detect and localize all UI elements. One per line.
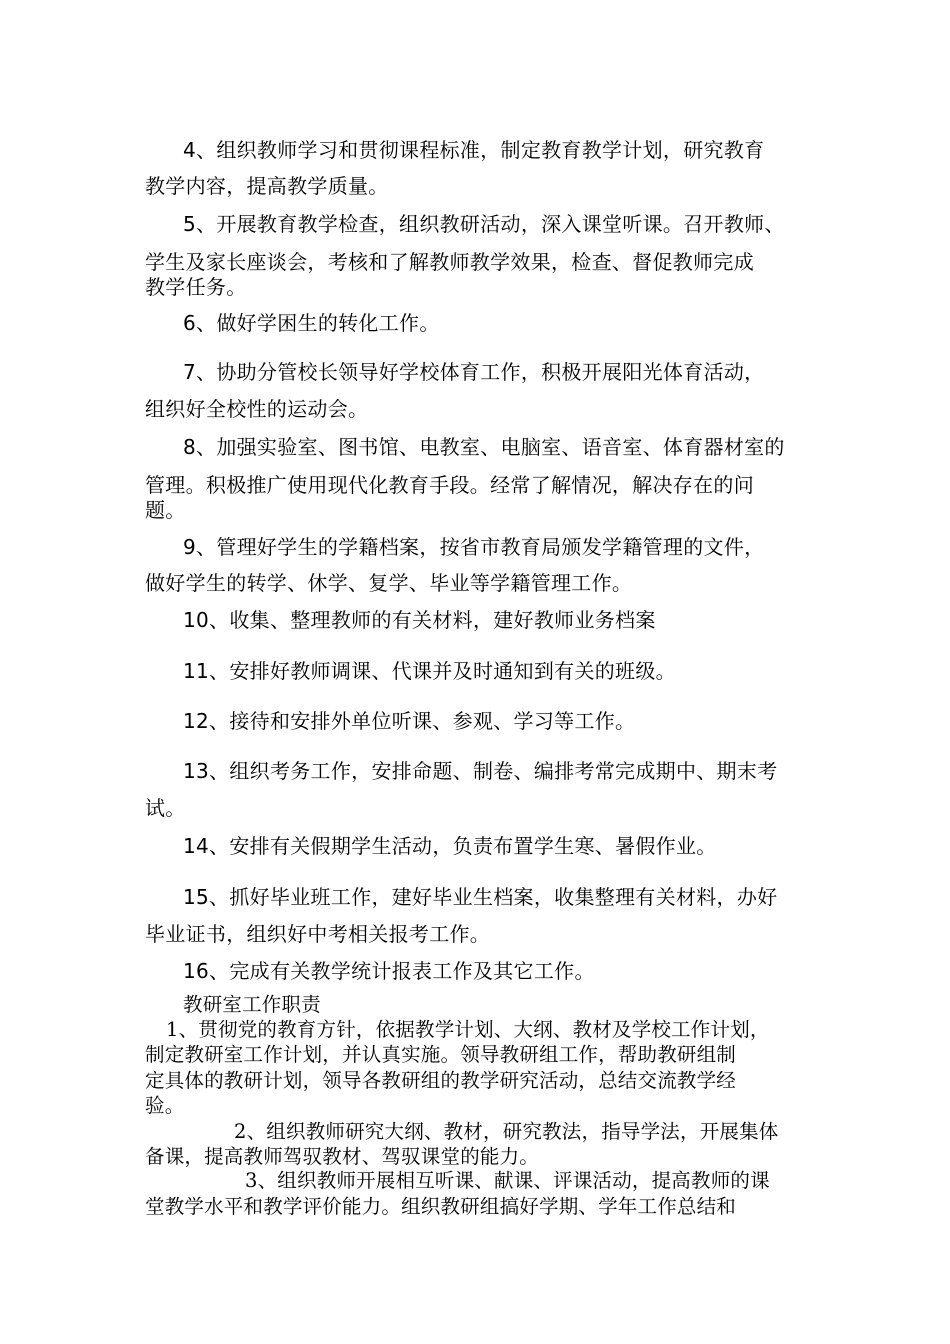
paragraph-line: 毕业证书，组织好中考相关报考工作。: [145, 922, 491, 946]
paragraph-line: 7、协助分管校长领导好学校体育工作，积极开展阳光体育活动，: [183, 360, 765, 384]
paragraph-line: 管理。积极推广使用现代化教育手段。经常了解情况，解决存在的问: [145, 473, 754, 497]
paragraph-line: 8、加强实验室、图书馆、电教室、电脑室、语音室、体育器材室的: [183, 435, 785, 459]
paragraph-line: 组织好全校性的运动会。: [145, 397, 369, 421]
paragraph-line: 验。: [145, 1094, 185, 1117]
paragraph-line: 14、安排有关假期学生活动，负责布置学生寒、暑假作业。: [183, 834, 717, 858]
paragraph-line: 16、完成有关教学统计报表工作及其它工作。: [183, 959, 595, 983]
paragraph-line: 5、开展教育教学检查，组织教研活动，深入课堂听课。召开教师、: [183, 212, 785, 236]
paragraph-line: 2、组织教师研究大纲、教材，研究教法，指导学法，开展集体: [234, 1120, 779, 1143]
section-title: 教研室工作职责: [183, 993, 321, 1016]
paragraph-line: 备课，提高教师驾驭教材、驾驭课堂的能力。: [145, 1145, 540, 1168]
paragraph-line: 做好学生的转学、休学、复学、毕业等学籍管理工作。: [145, 571, 633, 595]
paragraph-line: 题。: [145, 498, 186, 522]
paragraph-line: 10、收集、整理教师的有关材料，建好教师业务档案: [183, 608, 656, 632]
paragraph-line: 12、接待和安排外单位听课、参观、学习等工作。: [183, 709, 636, 733]
paragraph-line: 制定教研室工作计划，并认真实施。领导教研组工作，帮助教研组制: [145, 1043, 737, 1066]
paragraph-line: 6、做好学困生的转化工作。: [183, 311, 440, 335]
paragraph-line: 11、安排好教师调课、代课并及时通知到有关的班级。: [183, 659, 676, 683]
paragraph-line: 堂教学水平和教学评价能力。组织教研组搞好学期、学年工作总结和: [145, 1195, 737, 1218]
paragraph-line: 试。: [145, 796, 186, 820]
paragraph-line: 定具体的教研计划，领导各教研组的教学研究活动，总结交流教学经: [145, 1069, 737, 1092]
paragraph-line: 1、贯彻党的教育方针，依据教学计划、大纲、教材及学校工作计划，: [166, 1018, 770, 1041]
paragraph-line: 9、管理好学生的学籍档案，按省市教育局颁发学籍管理的文件，: [183, 535, 765, 559]
paragraph-line: 教学任务。: [145, 275, 247, 299]
paragraph-line: 4、组织教师学习和贯彻课程标准，制定教育教学计划，研究教育: [183, 138, 765, 162]
paragraph-line: 学生及家长座谈会，考核和了解教师教学效果，检查、督促教师完成: [145, 250, 754, 274]
paragraph-line: 13、组织考务工作，安排命题、制卷、编排考常完成期中、期末考: [183, 759, 778, 783]
paragraph-line: 教学内容，提高教学质量。: [145, 174, 389, 198]
paragraph-line: 3、组织教师开展相互听课、献课、评课活动，提高教师的课: [245, 1169, 770, 1192]
paragraph-line: 15、抓好毕业班工作，建好毕业生档案，收集整理有关材料，办好: [183, 885, 778, 909]
